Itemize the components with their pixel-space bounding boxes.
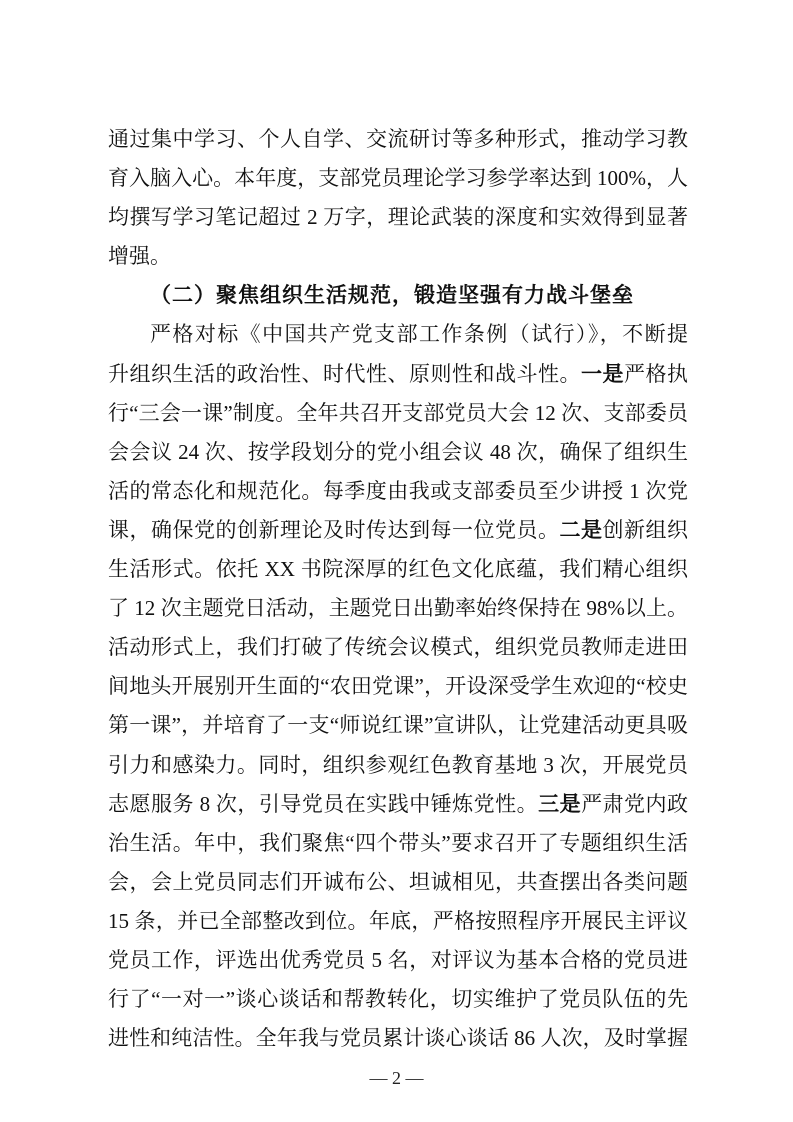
paragraph-line (108, 980, 688, 1019)
text-segment: 了 12 次主题党日活动，主题党日出勤率始终保持在 98%以上。 (108, 596, 688, 621)
paragraph-line (108, 667, 688, 706)
section-heading (108, 276, 688, 315)
paragraph-line (108, 237, 688, 276)
paragraph-line (108, 315, 688, 354)
emphasis-text: 三是 (538, 791, 582, 816)
paragraph-line (108, 863, 688, 902)
text-segment: 会会议 24 次、按学段划分的党小组会议 48 次，确保了组织生 (108, 439, 688, 464)
emphasis-text: 一是 (581, 361, 624, 386)
paragraph-line (108, 472, 688, 511)
text-segment: 严格执 (624, 361, 688, 386)
text-segment: 增强。 (108, 244, 171, 269)
text-segment: 通过集中学习、个人自学、交流研讨等多种形式，推动学习教 (108, 127, 688, 151)
paragraph-line (108, 1019, 688, 1058)
paragraph-line (108, 746, 688, 785)
paragraph-line (108, 159, 688, 198)
paragraph-line (108, 433, 688, 472)
paragraph-line (108, 706, 688, 745)
text-segment: 严肃党内政 (581, 791, 688, 816)
emphasis-text: 二是 (559, 517, 603, 542)
paragraph-line (108, 902, 688, 941)
paragraph-line (108, 394, 688, 433)
text-segment: 活动形式上，我们打破了传统会议模式，组织党员教师走进田 (108, 635, 688, 660)
paragraph-line (108, 628, 688, 667)
text-segment: 会，会上党员同志们开诚布公、坦诚相见，共查摆出各类问题 (108, 869, 688, 894)
paragraph-line (108, 785, 688, 824)
text-segment: 间地头开展别开生面的“农田党课”，开设深受学生欢迎的“校史 (108, 674, 688, 699)
text-segment: 党员工作，评选出优秀党员 5 名，对评议为基本合格的党员进 (108, 947, 688, 972)
paragraph-line (108, 120, 688, 159)
paragraph-line (108, 198, 688, 237)
text-segment: 课，确保党的创新理论及时传达到每一位党员。 (108, 517, 560, 542)
text-segment: 引力和感染力。同时，组织参观红色教育基地 3 次，开展党员 (108, 752, 688, 777)
page-number: — 2 — (369, 1068, 424, 1088)
text-segment: 均撰写学习笔记超过 2 万字，理论武装的深度和实效得到显著 (108, 205, 688, 230)
paragraph-line (108, 941, 688, 980)
paragraph-line (108, 824, 688, 863)
text-segment: （二）聚焦组织生活规范，锻造坚强有力战斗堡垒 (150, 283, 634, 308)
text-segment: 志愿服务 8 次，引导党员在实践中锤炼党性。 (108, 791, 539, 816)
text-segment: 升组织生活的政治性、时代性、原则性和战斗性。 (108, 361, 581, 386)
text-segment: 创新组织 (602, 517, 688, 542)
paragraph-line (108, 511, 688, 550)
text-segment: 行“三会一课”制度。全年共召开支部党员大会 12 次、支部委员 (108, 400, 688, 425)
text-segment: 15 条，并已全部整改到位。年底，严格按照程序开展民主评议 (108, 908, 688, 933)
document-body (108, 120, 688, 1058)
paragraph-line (108, 550, 688, 589)
text-segment: 活的常态化和规范化。每季度由我或支部委员至少讲授 1 次党 (108, 478, 688, 503)
text-segment: 进性和纯洁性。全年我与党员累计谈心谈话 86 人次，及时掌握 (108, 1026, 688, 1051)
paragraph-line (108, 355, 688, 394)
text-segment: 治生活。年中，我们聚焦“四个带头”要求召开了专题组织生活 (108, 830, 688, 855)
text-segment: 第一课”，并培育了一支“师说红课”宣讲队，让党建活动更具吸 (108, 713, 688, 738)
text-segment: 行了“一对一”谈心谈话和帮教转化，切实维护了党员队伍的先 (108, 987, 688, 1012)
text-segment: 育入脑入心。本年度，支部党员理论学习参学率达到 100%，人 (108, 166, 688, 191)
text-segment: 严格对标《中国共产党支部工作条例（试行）》，不断提 (150, 322, 688, 347)
text-segment: 生活形式。依托 XX 书院深厚的红色文化底蕴，我们精心组织 (108, 557, 688, 582)
paragraph-line (108, 589, 688, 628)
